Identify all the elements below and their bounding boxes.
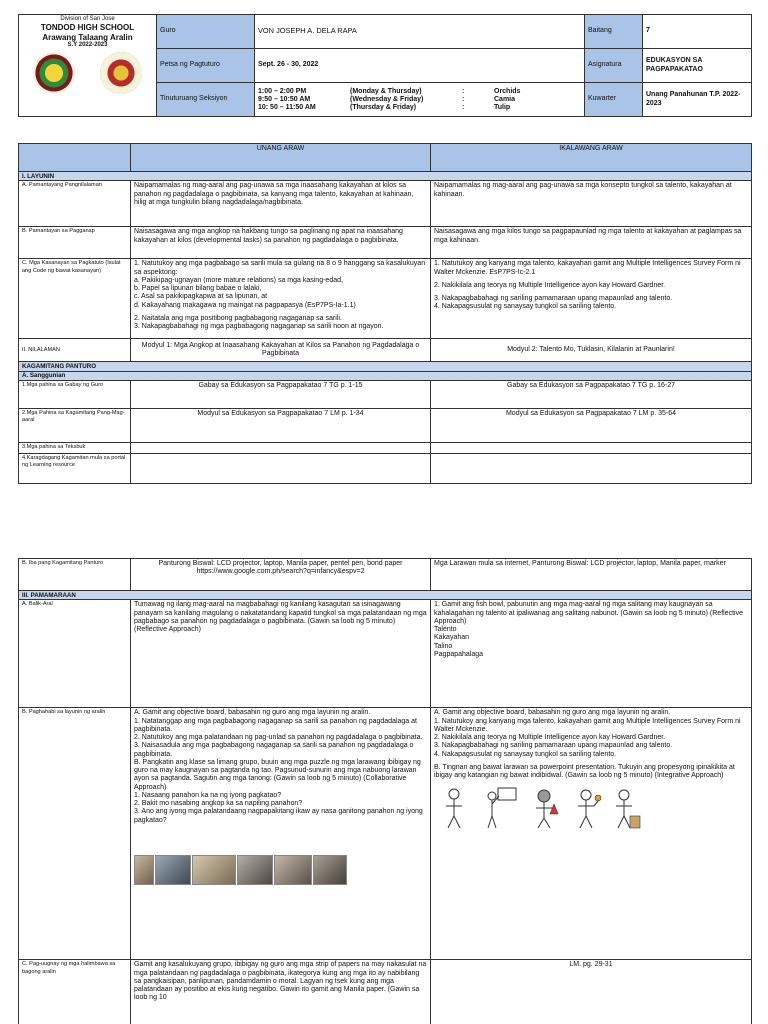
plan-table-top bbox=[18, 143, 752, 484]
text-line: Kakayahan bbox=[434, 634, 470, 642]
column-header-day1: UNANG ARAW bbox=[131, 144, 431, 172]
schedule-time: 9:50 – 10:50 AM bbox=[258, 95, 311, 103]
text-line: pagbibinata. bbox=[134, 750, 173, 758]
row-label-pagganap: B. Pamantayan sa Pagganap bbox=[19, 227, 131, 259]
row-label-paghahabi: B. Paghahabi sa layunin ng aralin bbox=[19, 708, 131, 960]
text-line: 2. Bakit mo nasabing angkop ka sa napiling panahon? bbox=[134, 800, 303, 808]
paghahabi-d1-text bbox=[134, 709, 427, 825]
text-line: c. Asal sa pakikipagkapwa at sa lipunan, at bbox=[134, 293, 268, 301]
row-d1-iba-pang-kagamitan bbox=[131, 559, 431, 591]
asignatura-value: EDUKASYON SA PAGPAPAKATAO bbox=[643, 49, 752, 83]
schedule-row bbox=[258, 104, 581, 112]
row-d2-balik-aral bbox=[431, 600, 752, 708]
column-header-blank bbox=[19, 144, 131, 172]
schedule-sep: : bbox=[462, 87, 465, 95]
teacher-sketch-icon bbox=[478, 786, 522, 830]
schedule-list bbox=[258, 88, 581, 113]
petsa-label: Petsa ng Pagtuturo bbox=[157, 49, 255, 83]
section-layunin: I. LAYUNIN bbox=[19, 172, 752, 181]
text-line: A. Gamit ang objective board, babasahin ng guro ang mga layunin ng aralin. bbox=[134, 709, 371, 717]
row-d2-teksbuk bbox=[431, 442, 752, 453]
schedule-row bbox=[258, 96, 581, 104]
text-line: 1. Nasaang panahon ka na ng iyong pagkatao? bbox=[134, 791, 282, 799]
schedule-days: (Monday & Thursday) bbox=[350, 87, 422, 95]
row-label-nilalaman: II. NILALAMAN bbox=[19, 339, 131, 362]
kuwarter-value: Unang Panahunan T.P. 2022-2023 bbox=[643, 83, 752, 117]
photo-teen-icon bbox=[237, 855, 273, 885]
text-line: 1. Natatanggap ang mga pagbabagong nagaganap sa sarili sa panahon ng pagdadalaga at bbox=[134, 717, 417, 725]
section-kagamitan: KAGAMITANG PANTURO bbox=[19, 362, 752, 371]
schedule-section: Tulip bbox=[494, 104, 511, 112]
column-header-day2: IKALAWANG ARAW bbox=[431, 144, 752, 172]
row-d2-pag-uugnay: LM. pg. 29-31 bbox=[431, 960, 752, 1024]
row-d2-pangnilalaman: Naipamamalas ng mag-aaral ang pag-unawa sa mga konsepto tungkol sa talento, kakayahan at kahinaan. bbox=[431, 181, 752, 227]
row-label-pangnilalaman: A. Pamantayang Pangnilalaman bbox=[19, 181, 131, 227]
row-d2-karagdagang-kagamitan bbox=[431, 453, 752, 483]
guro-value: VON JOSEPH A. DELA RAPA bbox=[255, 15, 585, 49]
profession-sketch-strip bbox=[434, 786, 748, 833]
schedule-section: Camia bbox=[494, 95, 516, 103]
row-d2-nilalaman: Modyul 2: Talento Mo, Tuklasin, Kilalanin at Paunlarin! bbox=[431, 339, 752, 362]
text-line: 3. Nakapagbabahagi ng sariling pamamaraan upang mapaunlad ang talento. bbox=[434, 295, 673, 303]
text-line: Pagpapahalaga bbox=[434, 650, 484, 658]
text-line: 3. Nakapagbabahagi ng sariling pamamaraan upang mapaunlad ang talento. bbox=[434, 742, 673, 750]
row-label-kasanayan: C. Mga Kasanayan sa Pagkatuto (Isulat ang Code ng bawat kasanayan) bbox=[19, 259, 131, 339]
row-label-karagdagang-kagamitan: 4.Karagdagang Kagamitan mula sa portal ng Learning resource bbox=[19, 453, 131, 483]
row-d1-kagamitang-pang-mag-aaral: Modyul sa Edukasyon sa Pagpapakatao 7 LM p. 1-34 bbox=[131, 408, 431, 442]
text-line: A. Gamit ang objective board, babasahin ng guro ang mga layunin ng aralin. bbox=[434, 709, 671, 717]
row-d1-nilalaman: Modyul 1: Mga Angkop at Inaasahang Kakayahan at Kilos sa Panahon ng Pagdadalaga o Pagbibinata bbox=[131, 339, 431, 362]
text-line: 2. Nakikilala ang teorya ng Multiple Intelligence ayon kay Howard Gardner. bbox=[434, 734, 666, 742]
text-line: 1. Gamit ang fish bowl, pabunutin ang mga mag-aaral ng mga salitang may kaugnayan sa bbox=[434, 601, 713, 609]
row-d2-kasanayan bbox=[431, 259, 752, 339]
baitang-label: Baitang bbox=[585, 15, 643, 49]
text-line: pagbibinata. bbox=[134, 725, 173, 733]
paghahabi-d2-text bbox=[434, 709, 748, 780]
schedule-time: 10: 50 – 11:50 AM bbox=[258, 104, 316, 112]
text-line: 1. Natutukoy ang mga pagbabago sa sarili mula sa gulang na 8 o 9 hanggang sa kasalukuyan sa aspektong: bbox=[134, 260, 426, 276]
row-d2-kagamitang-pang-mag-aaral: Modyul sa Edukasyon sa Pagpapakatao 7 LM p. 35-64 bbox=[431, 408, 752, 442]
iba-reference-link[interactable]: https://www.google.com.ph/search?q=infancy&espv=2 bbox=[196, 568, 365, 576]
text-line: B. Tingnan ang bawat larawan sa powerpoint presentation. Tukuyin ang propesyong ipinakikita at ibigay ang katangian ng bawat indibidwal. (Gawin sa loob ng 5 minuto) (Integrative Approach) bbox=[434, 763, 735, 780]
text-line: 2. Naitatala ang mga positibong pagbabagong nagaganap sa sarili. bbox=[134, 314, 342, 322]
row-d1-kasanayan bbox=[131, 259, 431, 339]
text-line: 1. Natutukoy ang kanyang mga talento, kakayahan gamit ang Multiple Intelligences Survey Form ni Walter Mckenzie. bbox=[434, 717, 741, 733]
schedule-row bbox=[258, 88, 581, 96]
text-line: B. Pangkatin ang klase sa limang grupo, buuin ang mga puzzle ng mga larawang ibibigay ng guro na may kaugnayan sa pagtanda ng tao. Pagsunud-sunurin ang mga nabuong larawan ayon sa pagtanda. Sagutin ang mga tanong: (Gawin sa loob ng 5 minuto) (Collaborative Approach) bbox=[134, 758, 421, 791]
row-d2-iba-pang-kagamitan: Mga Larawan mula sa internet, Panturong Biswal: LCD projector, laptop, Manila paper, marker bbox=[431, 559, 752, 591]
text-line: b. Papel sa lipunan bilang babae o lalaki, bbox=[134, 285, 262, 293]
kuwarter-label: Kuwarter bbox=[585, 83, 643, 117]
tinuturuang-label: Tinuturuang Seksiyon bbox=[157, 83, 255, 117]
petsa-value: Sept. 26 - 30, 2022 bbox=[255, 49, 585, 83]
schedule-cell bbox=[255, 83, 585, 117]
text-line: 2. Natutukoy ang mga palatandaan ng pag-unlad sa panahon ng pagdadalaga o pagbibinata. bbox=[134, 734, 423, 742]
schedule-days: (Wednesday & Friday) bbox=[350, 95, 424, 103]
schedule-section: Orchids bbox=[494, 87, 521, 95]
row-d1-pagganap: Naisasagawa ang mga angkop na hakbang tungo sa paglinang ng apat na inaasahang kakayahan at kilos (developmental tasks) sa panahon ng pagdadalaga o pagbibinata. bbox=[131, 227, 431, 259]
text-line: 4. Nakapagsusulat ng sanaysay tungkol sa sariling talento. bbox=[434, 303, 617, 311]
section-sanggunian: A. Sanggunian bbox=[19, 371, 752, 380]
row-label-teksbuk: 3.Mga pahina sa Teksbuk bbox=[19, 442, 131, 453]
plan-table-bottom bbox=[18, 558, 752, 1024]
division-seal-icon bbox=[33, 52, 75, 94]
photo-children-group-icon bbox=[192, 855, 236, 885]
school-block bbox=[19, 15, 157, 117]
schedule-days: (Thursday & Friday) bbox=[350, 104, 417, 112]
row-d1-pangnilalaman: Naipamamalas ng mag-aaral ang pag-unawa sa mga inaasahang kakayahan at kilos sa panahon ng pagdadalaga o pagbibinata, sa kanyang mga talento, kakayahan at kahinaan, hilig at mga tungkulin bilang nagdadalaga/nagbibinata. bbox=[131, 181, 431, 227]
text-line: 4. Nakapagsusulat ng sanaysay tungkol sa sariling talento. bbox=[434, 750, 617, 758]
photo-infant-icon bbox=[134, 855, 154, 885]
row-label-pag-uugnay: C. Pag-uugnay ng mga halimbawa sa bagong aralin bbox=[19, 960, 131, 1024]
text-line: d. Kakayahang makagawa ng maingat na pagpapasya (EsP7PS-Ia-1.1) bbox=[134, 301, 356, 309]
iba-materials-text: Panturong Biswal: LCD projector, laptop, Manila paper, pentel pen, bond paper bbox=[158, 560, 403, 567]
row-label-iba-pang-kagamitan: B. Iba pang Kagamitang Panturo bbox=[19, 559, 131, 591]
text-line: 3. Ano ang iyong mga palatandaang nagpapakitang ikaw ay nasa ganitong panahon ng iyong pagkatao? bbox=[134, 808, 423, 824]
asignatura-label: Asignatura bbox=[585, 49, 643, 83]
school-logo-icon bbox=[100, 52, 142, 94]
mechanic-sketch-icon bbox=[570, 786, 602, 830]
schedule-sep: : bbox=[462, 104, 465, 112]
row-d1-karagdagang-kagamitan bbox=[131, 453, 431, 483]
header-table bbox=[18, 14, 752, 117]
puzzle-photo-strip bbox=[134, 855, 427, 888]
scientist-sketch-icon bbox=[530, 786, 562, 830]
text-line: 3. Naisasadula ang mga pagbabagong nagaganap sa sarili sa panahon ng pagdadalaga o bbox=[134, 742, 414, 750]
division-label: Division of San Jose bbox=[60, 16, 115, 22]
baitang-value: 7 bbox=[643, 15, 752, 49]
row-d1-paghahabi bbox=[131, 708, 431, 960]
row-d2-gabay: Gabay sa Edukasyon sa Pagpapakatao 7 TG p. 16-27 bbox=[431, 380, 752, 408]
text-line: kahalagahan ng talento at ipaliwanag ang salitang nabunot. (Gawin sa loob ng 5 minuto) (Reflective Approach) bbox=[434, 609, 743, 625]
text-line: 2. Nakikilala ang teorya ng Multiple Intelligence ayon kay Howard Gardner. bbox=[434, 281, 666, 289]
carpenter-sketch-icon bbox=[610, 786, 642, 830]
text-line: Talino bbox=[434, 642, 453, 650]
photo-child-icon bbox=[155, 855, 191, 885]
row-label-balik-aral: A. Balik-Aral bbox=[19, 600, 131, 708]
text-line: Talento bbox=[434, 626, 457, 634]
guro-label: Guro bbox=[157, 15, 255, 49]
row-label-gabay: 1.Mga pahina sa Gabay ng Guro bbox=[19, 380, 131, 408]
row-d2-paghahabi bbox=[431, 708, 752, 960]
row-d1-balik-aral: Tumawag ng ilang mag-aaral na magbabahagi ng kanilang kasagutan sa isinagawang panayam sa kanilang magulang o nakatatandang kapatid tungkol sa mga palatandaan ng mga pagbabago sa panahon ng pagdadalaga o pagbibinata. (Gawin sa loob ng 5 minuto) (Reflective Approach) bbox=[131, 600, 431, 708]
school-year: S.Y 2022-2023 bbox=[67, 41, 108, 48]
photo-elder-icon bbox=[313, 855, 347, 885]
artist-sketch-icon bbox=[438, 786, 470, 830]
row-label-kagamitang-pang-mag-aaral: 2.Mga Pahina sa Kagamitang Pang-Mag-aaral bbox=[19, 408, 131, 442]
school-name: TONDOD HIGH SCHOOL bbox=[40, 23, 135, 33]
text-line: a. Pakikipag-ugnayan (more mature relations) sa mga kasing-edad, bbox=[134, 276, 343, 284]
section-pamamaraan: III. PAMAMARAAN bbox=[19, 591, 752, 600]
text-line: 3. Nakapagbabahagi ng mga pagbabagong nagaganap sa sarili noon at ngayon. bbox=[134, 323, 384, 331]
document-subtitle: Arawang Talaang Aralin bbox=[42, 32, 133, 42]
row-d1-pag-uugnay: Gamit ang kasalukuyang grupo, ibibigay ng guro ang mga strip of papers na may nakasulat na mga palatandaan ng pagdadalaga o pagbibinata, ikategorya kung ang mga ito ay nabibilang sa pangkaisipan, panlipunan, pandamdamin o moral. Lagyan ng tsek kung ang mga palatandaan ay positibo at ekis kung negatibo. Gawin ito gamit ang Manila paper. (Gawin sa loob ng 10 bbox=[131, 960, 431, 1024]
row-d2-pagganap: Naisasagawa ang mga kilos tungo sa pagpapaunlad ng mga talento at kakayahan at paglampas sa mga kahinaan. bbox=[431, 227, 752, 259]
row-d1-teksbuk bbox=[131, 442, 431, 453]
schedule-time: 1:00 – 2:00 PM bbox=[258, 87, 307, 95]
schedule-sep: : bbox=[462, 95, 465, 103]
text-line: 1. Natutukoy ang kanyang mga talento, kakayahan gamit ang Multiple Intelligences Survey Form ni Walter Mckenzie. EsP7PS-Ic-2.1 bbox=[434, 260, 741, 276]
photo-adult-icon bbox=[274, 855, 312, 885]
row-d1-gabay: Gabay sa Edukasyon sa Pagpapakatao 7 TG p. 1-15 bbox=[131, 380, 431, 408]
